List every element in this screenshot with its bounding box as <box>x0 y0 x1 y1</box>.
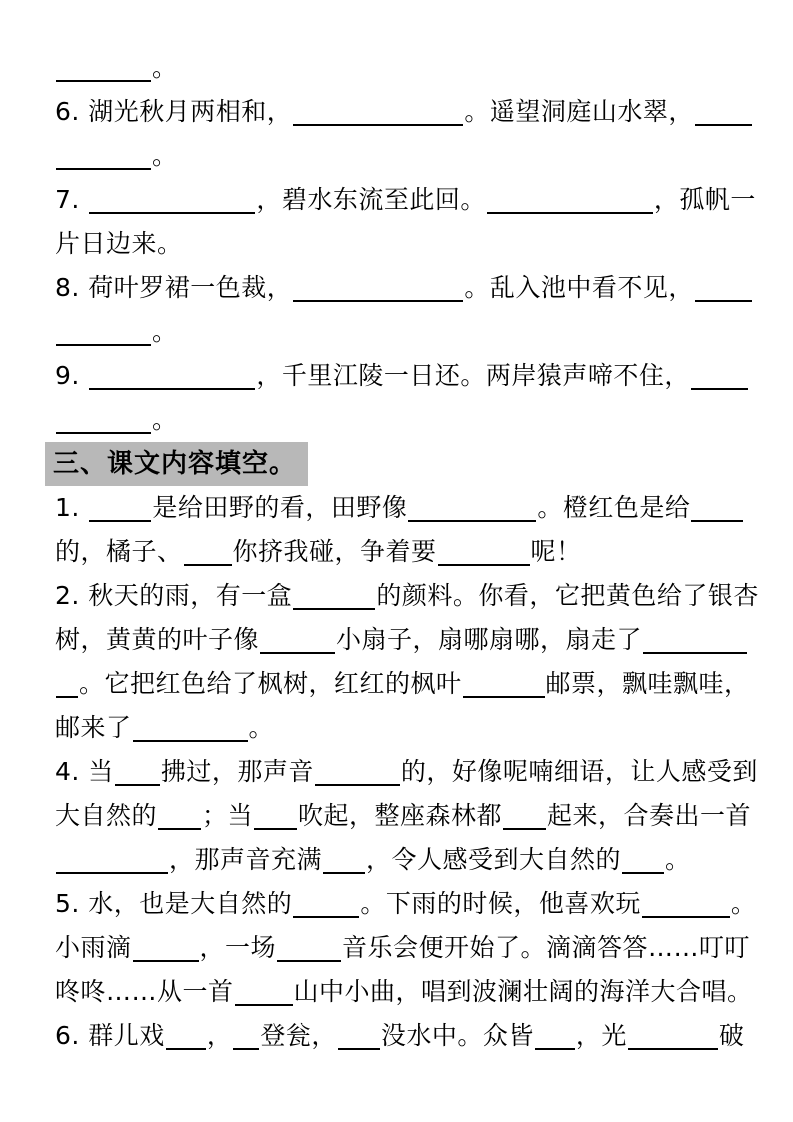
fill-in-blank-line <box>695 286 752 302</box>
text-segment: 。它把红色给了枫树，红红的枫叶 <box>79 669 462 698</box>
fill-in-blank-line <box>56 682 78 698</box>
text-segment: 的，橘子、 <box>55 537 183 566</box>
s3-q2-line-2 <box>55 618 753 662</box>
s3-q1-line-2 <box>55 530 753 574</box>
text-segment: ， <box>206 1021 233 1050</box>
s2-q8-line-1 <box>55 266 753 310</box>
text-segment: 4. 当 <box>55 757 114 786</box>
section-header: 三、课文内容填空。 <box>45 442 308 486</box>
text-segment: 。 <box>152 53 178 82</box>
text-segment: 2. 秋天的雨，有一盒 <box>55 581 293 610</box>
text-segment: 。乱入池中看不见， <box>464 273 694 302</box>
s3-q2-line-3 <box>55 662 753 706</box>
fill-in-blank-line <box>56 418 151 434</box>
text-segment: 是给田野的看，田野像 <box>152 493 408 522</box>
fill-in-blank-line <box>260 638 335 654</box>
text-segment: ，一场 <box>199 933 277 962</box>
fill-in-blank-line <box>487 198 653 214</box>
text-segment: 。 <box>730 889 757 918</box>
text-segment: ，碧水东流至此回。 <box>256 185 486 214</box>
fill-in-blank-line <box>184 550 232 566</box>
fill-in-blank-line <box>622 858 664 874</box>
s2-q7-line-1 <box>55 178 756 222</box>
fill-in-blank-line <box>408 506 536 522</box>
fill-in-blank-line <box>293 902 359 918</box>
fill-in-blank-line <box>323 858 365 874</box>
fill-in-blank-line <box>115 770 160 786</box>
text-segment: 山中小曲，唱到波澜壮阔的海洋大合唱。 <box>293 977 753 1006</box>
fill-in-blank-line <box>503 814 546 830</box>
text-segment: 。 <box>665 845 691 874</box>
text-segment: 片日边来。 <box>55 229 183 258</box>
text-segment: 。 <box>248 713 275 742</box>
fill-in-blank-line <box>133 946 199 962</box>
fill-in-blank-line <box>133 726 248 742</box>
fill-in-blank-line <box>293 110 463 126</box>
text-segment: 6. 湖光秋月两相和， <box>55 97 293 126</box>
text-segment: 。 <box>152 317 178 346</box>
fill-in-blank-line <box>166 1034 206 1050</box>
text-segment: 的，好像呢喃细语，让人感受到 <box>400 757 758 786</box>
fill-in-blank-line <box>254 814 297 830</box>
fill-in-blank-line <box>89 374 255 390</box>
s2-q6-line-1 <box>55 90 753 134</box>
fill-in-blank-line <box>338 1034 380 1050</box>
worksheet-lines <box>53 46 759 1058</box>
text-segment: 邮票，飘哇飘哇， <box>545 669 750 698</box>
fill-in-blank-line <box>695 110 752 126</box>
text-segment: 邮来了 <box>55 713 132 742</box>
fill-in-blank-line <box>235 990 293 1006</box>
text-segment: 。 <box>152 405 178 434</box>
text-segment: ，孤帆一 <box>653 185 756 214</box>
text-segment: 拂过，那声音 <box>160 757 314 786</box>
fill-in-blank-line <box>89 198 255 214</box>
fill-in-blank-line <box>277 946 341 962</box>
text-segment: 吹起，整座森林都 <box>298 801 503 830</box>
fill-in-blank-line <box>158 814 201 830</box>
text-segment: 破 <box>718 1021 745 1050</box>
fill-in-blank-line <box>56 154 151 170</box>
fill-in-blank-line <box>293 594 375 610</box>
text-segment: 1. <box>55 493 89 522</box>
s3-q5-line-3 <box>55 970 753 1014</box>
s2-q8-line-2 <box>55 310 753 354</box>
fill-in-blank-line <box>56 858 168 874</box>
text-segment: 的颜料。你看，它把黄色给了银杏 <box>376 581 759 610</box>
text-segment: 咚咚……从一首 <box>55 977 234 1006</box>
fill-in-blank-line <box>56 330 151 346</box>
text-segment: 。 <box>152 141 178 170</box>
fill-in-blank-line <box>56 66 151 82</box>
fill-in-blank-line <box>691 506 743 522</box>
fill-in-blank-line <box>463 682 545 698</box>
text-segment: 7. <box>55 185 89 214</box>
fill-in-blank-line <box>89 506 151 522</box>
text-segment: 音乐会便开始了。滴滴答答……叮叮 <box>342 933 751 962</box>
fill-in-blank-line <box>643 638 747 654</box>
fill-in-blank-line <box>642 902 730 918</box>
text-segment: ，令人感受到大自然的 <box>366 845 622 874</box>
text-segment: 。下雨的时候，他喜欢玩 <box>360 889 641 918</box>
s2-q9-line-1 <box>55 354 753 398</box>
text-segment: 没水中。众皆 <box>380 1021 534 1050</box>
s3-q4-line-2 <box>55 794 753 838</box>
s2-q7-line-2 <box>55 222 753 266</box>
s2-q9-line-2 <box>55 398 753 442</box>
s3-q1-line-1 <box>55 486 753 530</box>
fill-in-blank-line <box>535 1034 575 1050</box>
text-segment: ；当 <box>202 801 254 830</box>
fill-in-blank-line <box>691 374 748 390</box>
text-segment: 呢！ <box>530 537 582 566</box>
section-3-header <box>55 442 753 486</box>
fill-in-blank-line <box>628 1034 718 1050</box>
text-segment: 。遥望洞庭山水翠， <box>464 97 694 126</box>
text-segment: 。橙红色是给 <box>537 493 691 522</box>
s2-q6-line-2 <box>55 134 753 178</box>
text-segment: 大自然的 <box>55 801 158 830</box>
text-segment: 起来，合奏出一首 <box>547 801 752 830</box>
text-segment: 5. 水，也是大自然的 <box>55 889 293 918</box>
text-segment: 树，黄黄的叶子像 <box>55 625 260 654</box>
text-segment: 小雨滴 <box>55 933 132 962</box>
s3-q4-line-3 <box>55 838 753 882</box>
text-segment: 9. <box>55 361 89 390</box>
s3-q5-line-1 <box>55 882 757 926</box>
text-segment: ，千里江陵一日还。两岸猿声啼不住， <box>256 361 690 390</box>
s3-q2-line-4 <box>55 706 753 750</box>
s3-q2-line-1 <box>55 574 759 618</box>
s2-q5-cont-line <box>55 46 753 90</box>
text-segment: ，光 <box>575 1021 627 1050</box>
s3-q4-line-1 <box>55 750 758 794</box>
text-segment: 8. 荷叶罗裙一色裁， <box>55 273 293 302</box>
text-segment: 登瓮， <box>260 1021 337 1050</box>
fill-in-blank-line <box>233 1034 259 1050</box>
text-segment: 你挤我碰，争着要 <box>232 537 437 566</box>
s3-q5-line-2 <box>55 926 753 970</box>
text-segment: ，那声音充满 <box>169 845 323 874</box>
s3-q6-line-1 <box>55 1014 753 1058</box>
fill-in-blank-line <box>293 286 463 302</box>
fill-in-blank-line <box>438 550 530 566</box>
text-segment: 6. 群儿戏 <box>55 1021 165 1050</box>
text-segment: 小扇子，扇哪扇哪，扇走了 <box>336 625 643 654</box>
fill-in-blank-line <box>315 770 400 786</box>
